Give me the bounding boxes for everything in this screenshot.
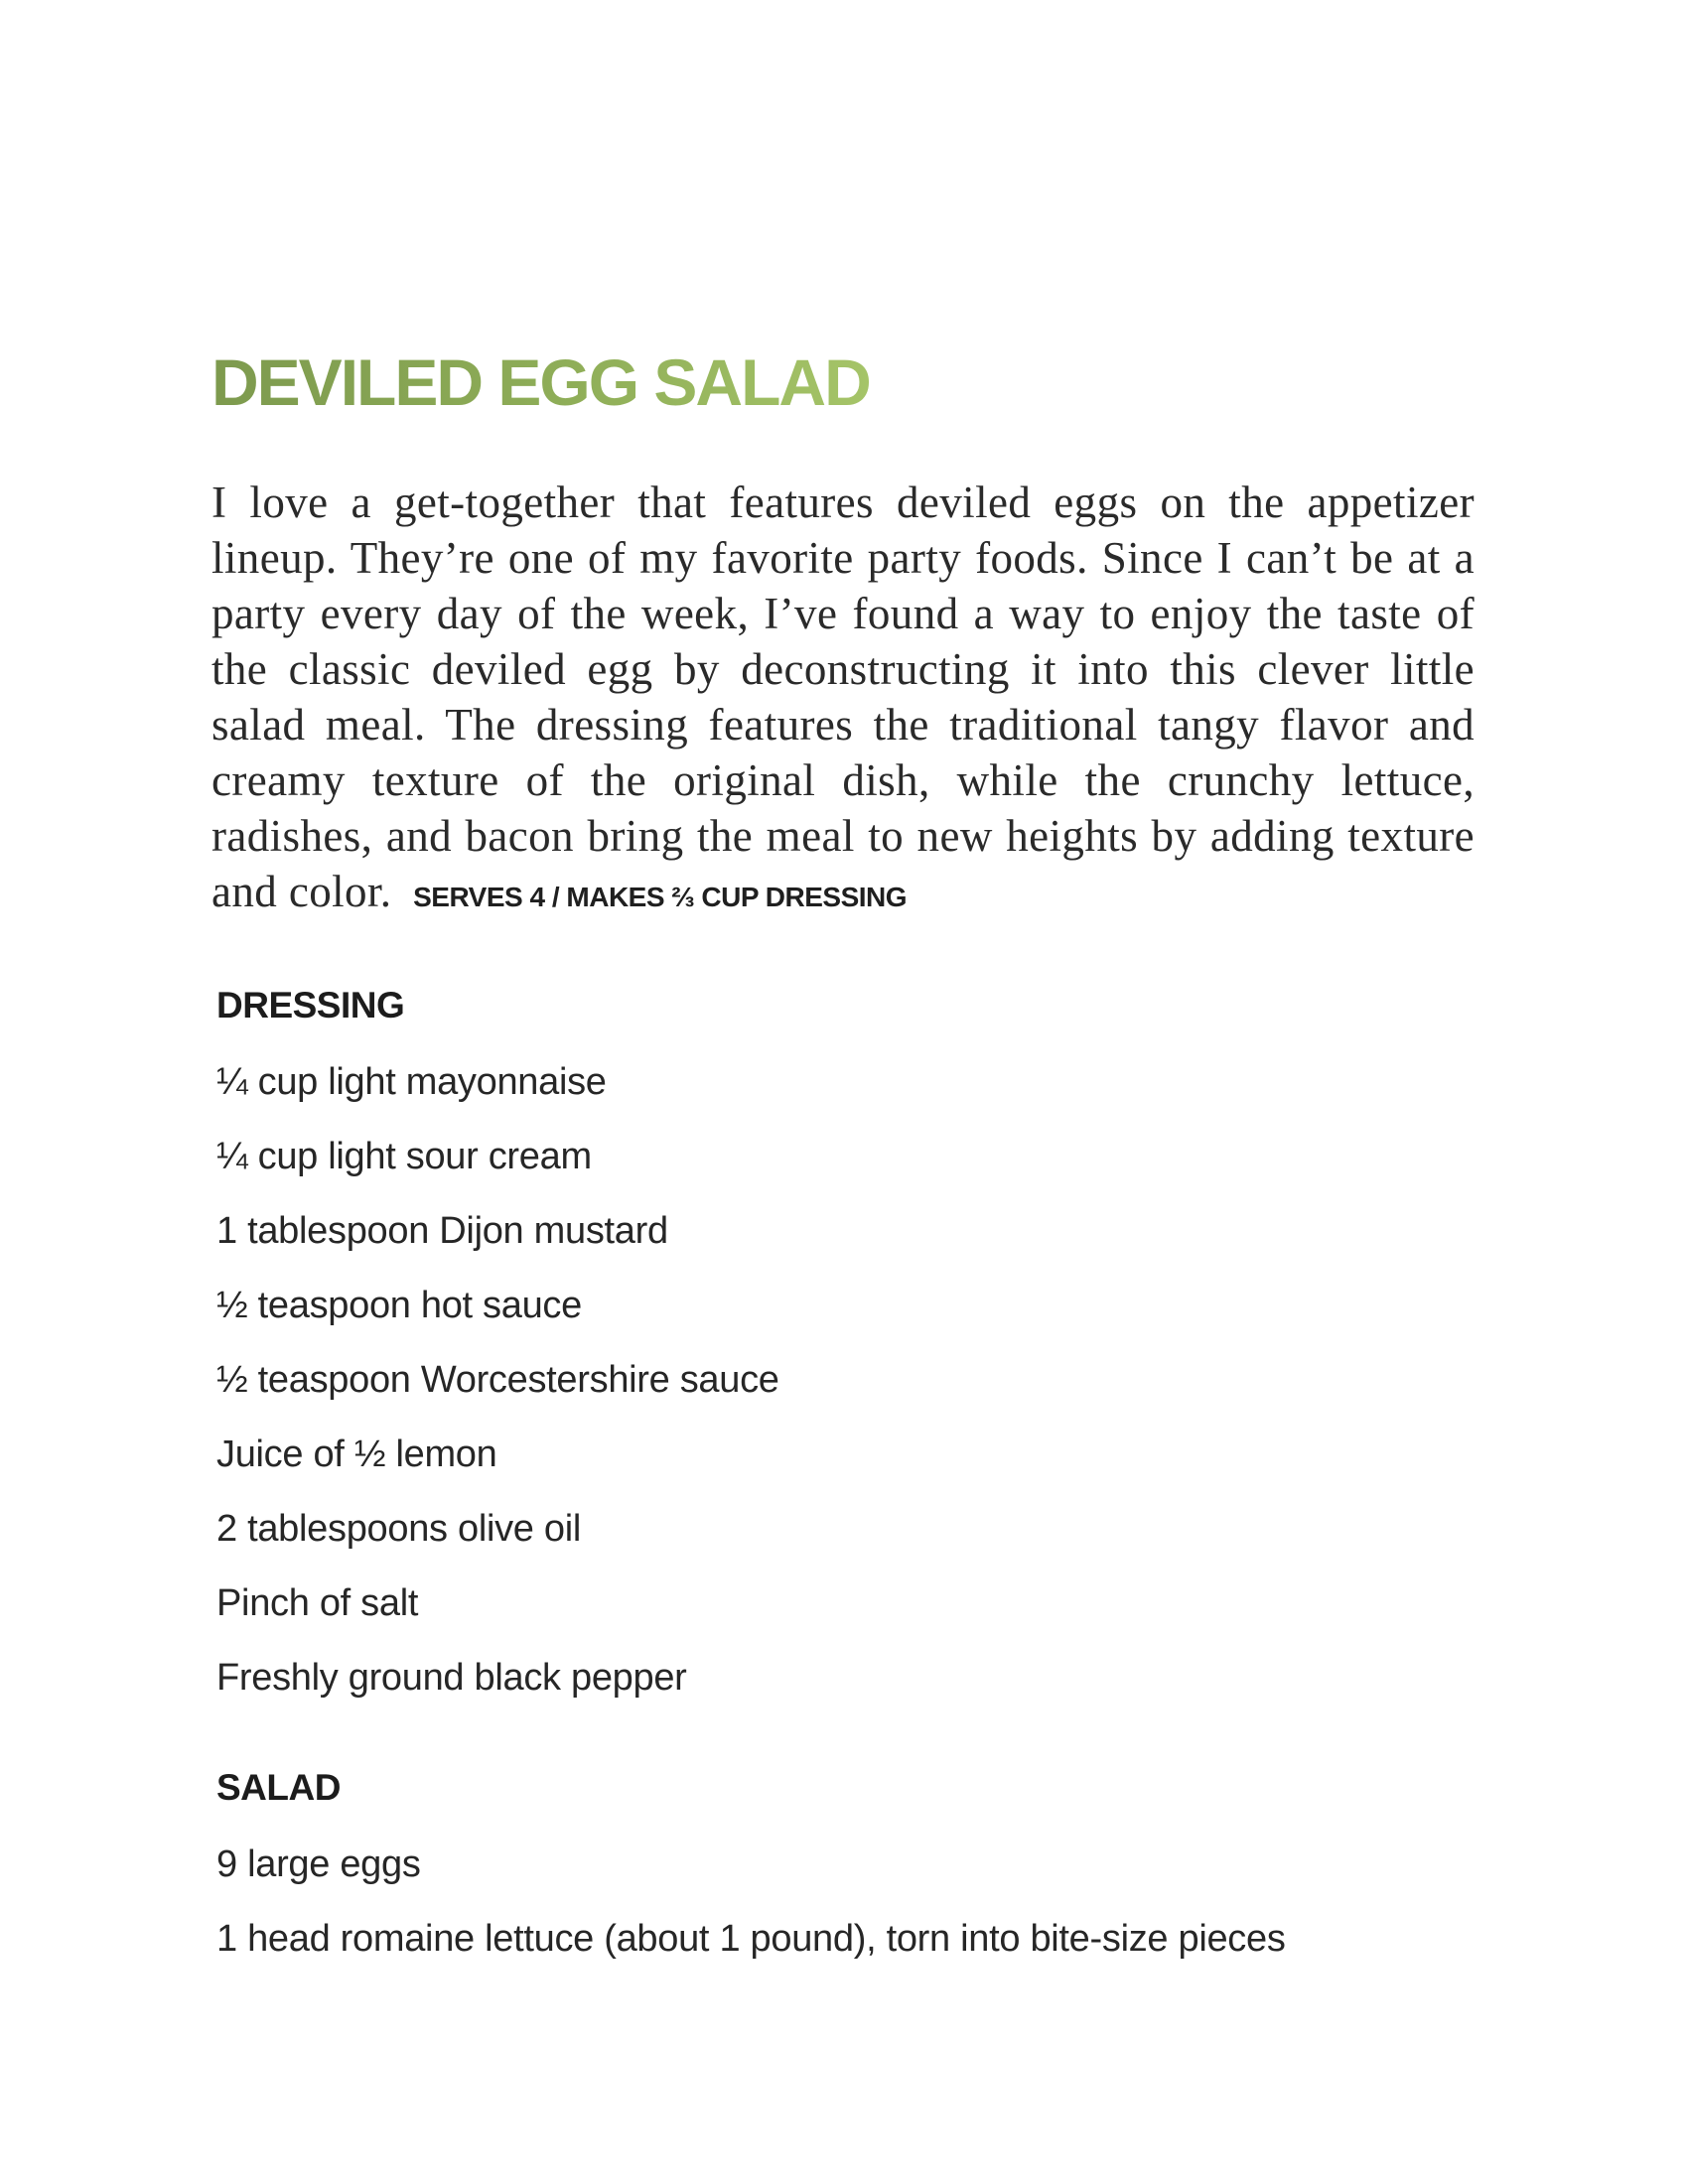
- ingredient-item: 9 large eggs: [216, 1843, 421, 1885]
- recipe-title: DEVILED EGG SALAD: [211, 342, 870, 422]
- ingredient-item: 1 tablespoon Dijon mustard: [216, 1210, 668, 1252]
- recipe-intro: [211, 475, 1475, 925]
- salad-heading: SALAD: [216, 1767, 341, 1808]
- ingredient-item: Freshly ground black pepper: [216, 1657, 687, 1699]
- ingredient-item: Juice of ½ lemon: [216, 1433, 497, 1475]
- salad-ingredient-list: [216, 1843, 1286, 1991]
- ingredient-item: ¼ cup light sour cream: [216, 1136, 592, 1177]
- ingredient-item: ¼ cup light mayonnaise: [216, 1061, 607, 1103]
- ingredient-item: Pinch of salt: [216, 1582, 419, 1624]
- ingredient-item: 1 head romaine lettuce (about 1 pound), torn into bite-size pieces: [216, 1918, 1286, 1960]
- ingredient-item: ½ teaspoon Worcestershire sauce: [216, 1359, 779, 1401]
- dressing-ingredient-list: [216, 1060, 779, 1730]
- intro-text: I love a get-together that features deviled eggs on the appetizer lineup. They’re one of my favorite party foods. Since I can’t be at a party every day of the week, I’ve found a way to enjoy the taste of the classic deviled egg by deconstructing it into this clever little salad meal. The dressing features the traditional tangy flavor and creamy texture of the original dish, while the crunchy lettuce, radishes, and bacon bring the meal to new heights by adding texture and color.: [211, 478, 1475, 916]
- ingredient-item: ½ teaspoon hot sauce: [216, 1285, 582, 1326]
- serves-note: SERVES 4 / MAKES ⅔ CUP DRESSING: [413, 882, 908, 912]
- ingredient-item: 2 tablespoons olive oil: [216, 1508, 582, 1550]
- dressing-heading: DRESSING: [216, 985, 405, 1025]
